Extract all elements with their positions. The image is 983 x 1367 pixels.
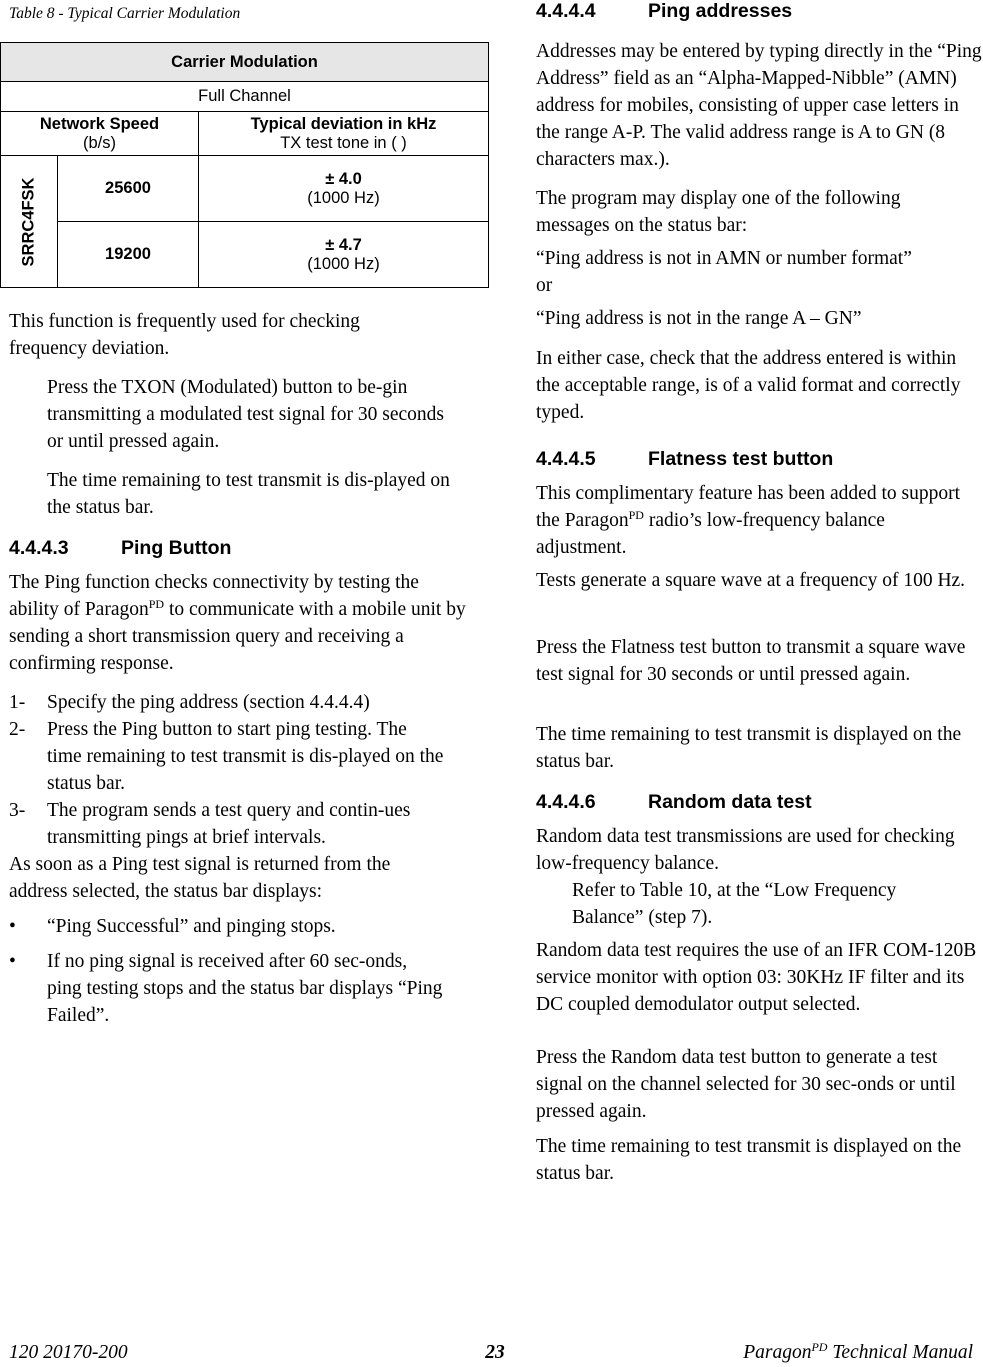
status-message-1: “Ping address is not in AMN or number format” or <box>536 248 912 296</box>
refer-paragraph: Refer to Table 10, at the “Low Frequency Balance” (step 7). <box>572 880 897 928</box>
network-speed-title: Network Speed <box>39 114 160 133</box>
intro-paragraph: This function is frequently used for checking frequency deviation. <box>9 311 360 359</box>
press-flatness-paragraph: Press the Flatness test button to transmit a square wave test signal for 30 seconds or until pressed again. <box>536 637 966 685</box>
may-display-paragraph: The program may display one of the following messages on the status bar: <box>536 188 901 236</box>
flatness-time-paragraph: The time remaining to test transmit is displayed on the status bar. <box>536 724 962 772</box>
deviation-header <box>199 112 489 156</box>
ping-result-list <box>9 913 479 1029</box>
ping-steps-list <box>9 689 479 851</box>
deviation-value: ± 4.0 <box>325 169 362 188</box>
ping-paragraph: The Ping function checks connectivity by testing the ability of Paragon$^{PD}$ to communicate with a mobile unit by sending a short transmission query and receiving a confirming response. <box>9 572 466 674</box>
footer-manual-title: Paragon$^{PD}$ Technical Manual <box>743 1340 973 1363</box>
list-item: 2- Press the Ping button to start ping testing. The time remaining to test transmit is dis-played on the status bar. <box>9 719 444 794</box>
press-random-paragraph: Press the Random data test button to generate a test signal on the channel selected for 30 sec-onds or until pressed again. <box>536 1047 956 1122</box>
as-soon-paragraph: As soon as a Ping test signal is returned from the address selected, the status bar displays: <box>9 854 391 902</box>
flatness-paragraph: This complimentary feature has been added to support the Paragon$^{PD}$ radio’s low-frequency balance adjustment. <box>536 483 960 558</box>
time-remaining-paragraph: The time remaining to test transmit is dis-played on the status bar. <box>47 470 450 518</box>
random-time-paragraph: The time remaining to test transmit is displayed on the status bar. <box>536 1136 962 1184</box>
table-caption: Table 8 - Typical Carrier Modulation <box>9 5 241 22</box>
tone-value: (1000 Hz) <box>307 254 380 273</box>
press-txon-paragraph: Press the TXON (Modulated) button to be-gin transmitting a modulated test signal for 30 seconds or until pressed again. <box>47 377 444 452</box>
or-text: or <box>536 275 553 296</box>
footer-doc-number: 120 20170-200 <box>9 1342 128 1363</box>
requires-paragraph: Random data test requires the use of an IFR COM-120B service monitor with option 03: 30KHz IF filter and its DC coupled demodulator output selected. <box>536 940 977 1015</box>
carrier-modulation-table <box>0 42 489 288</box>
list-item: • “Ping Successful” and pinging stops. <box>9 916 336 937</box>
network-speed-header <box>1 112 199 156</box>
status-message-2: “Ping address is not in the range A – GN” <box>536 308 862 329</box>
table-row <box>1 156 489 222</box>
list-item: 1- Specify the ping address (section 4.4.4.4) <box>9 692 370 713</box>
tone-value: (1000 Hz) <box>307 188 380 207</box>
addresses-paragraph: Addresses may be entered by typing directly in the “Ping Address” field as an “Alpha-Mapped-Nibble” (AMN) address for mobiles, consisting of upper case letters in the range A-P. The valid address range is A to GN (8 characters max.). <box>536 41 982 170</box>
flatness-heading: 4.4.4.5 Flatness test button <box>536 448 834 470</box>
table-header: Carrier Modulation <box>1 43 489 82</box>
either-case-paragraph: In either case, check that the address entered is within the acceptable range, is of a valid format and correctly typed. <box>536 348 961 423</box>
tests-generate-paragraph: Tests generate a square wave at a frequency of 100 Hz. <box>536 570 966 591</box>
deviation-unit: TX test tone in ( ) <box>280 133 407 152</box>
random-data-paragraph: Random data test transmissions are used for checking low-frequency balance. <box>536 826 955 874</box>
footer-page-number: 23 <box>485 1342 505 1363</box>
group-label: SRRC4FSK <box>19 177 38 266</box>
deviation-title: Typical deviation in kHz <box>250 114 437 133</box>
table-row <box>1 222 489 288</box>
ping-heading-number: 4.4.4.3 <box>9 537 69 559</box>
speed-value: 25600 <box>105 179 151 197</box>
speed-value: 19200 <box>105 245 151 263</box>
table-subheader: Full Channel <box>1 82 489 112</box>
list-item: • If no ping signal is received after 60 sec-onds, ping testing stops and the status bar displays “Ping Failed”. <box>9 951 443 1026</box>
group-label-cell <box>1 156 58 288</box>
deviation-value: ± 4.7 <box>325 235 362 254</box>
random-data-heading: 4.4.4.6 Random data test <box>536 791 812 813</box>
ping-heading <box>9 536 231 560</box>
ping-addresses-heading: 4.4.4.4 Ping addresses <box>536 0 793 22</box>
list-item: 3- The program sends a test query and contin-ues transmitting pings at brief intervals. <box>9 800 411 848</box>
network-speed-unit: (b/s) <box>83 133 116 152</box>
ping-heading-title: Ping Button <box>121 537 232 559</box>
